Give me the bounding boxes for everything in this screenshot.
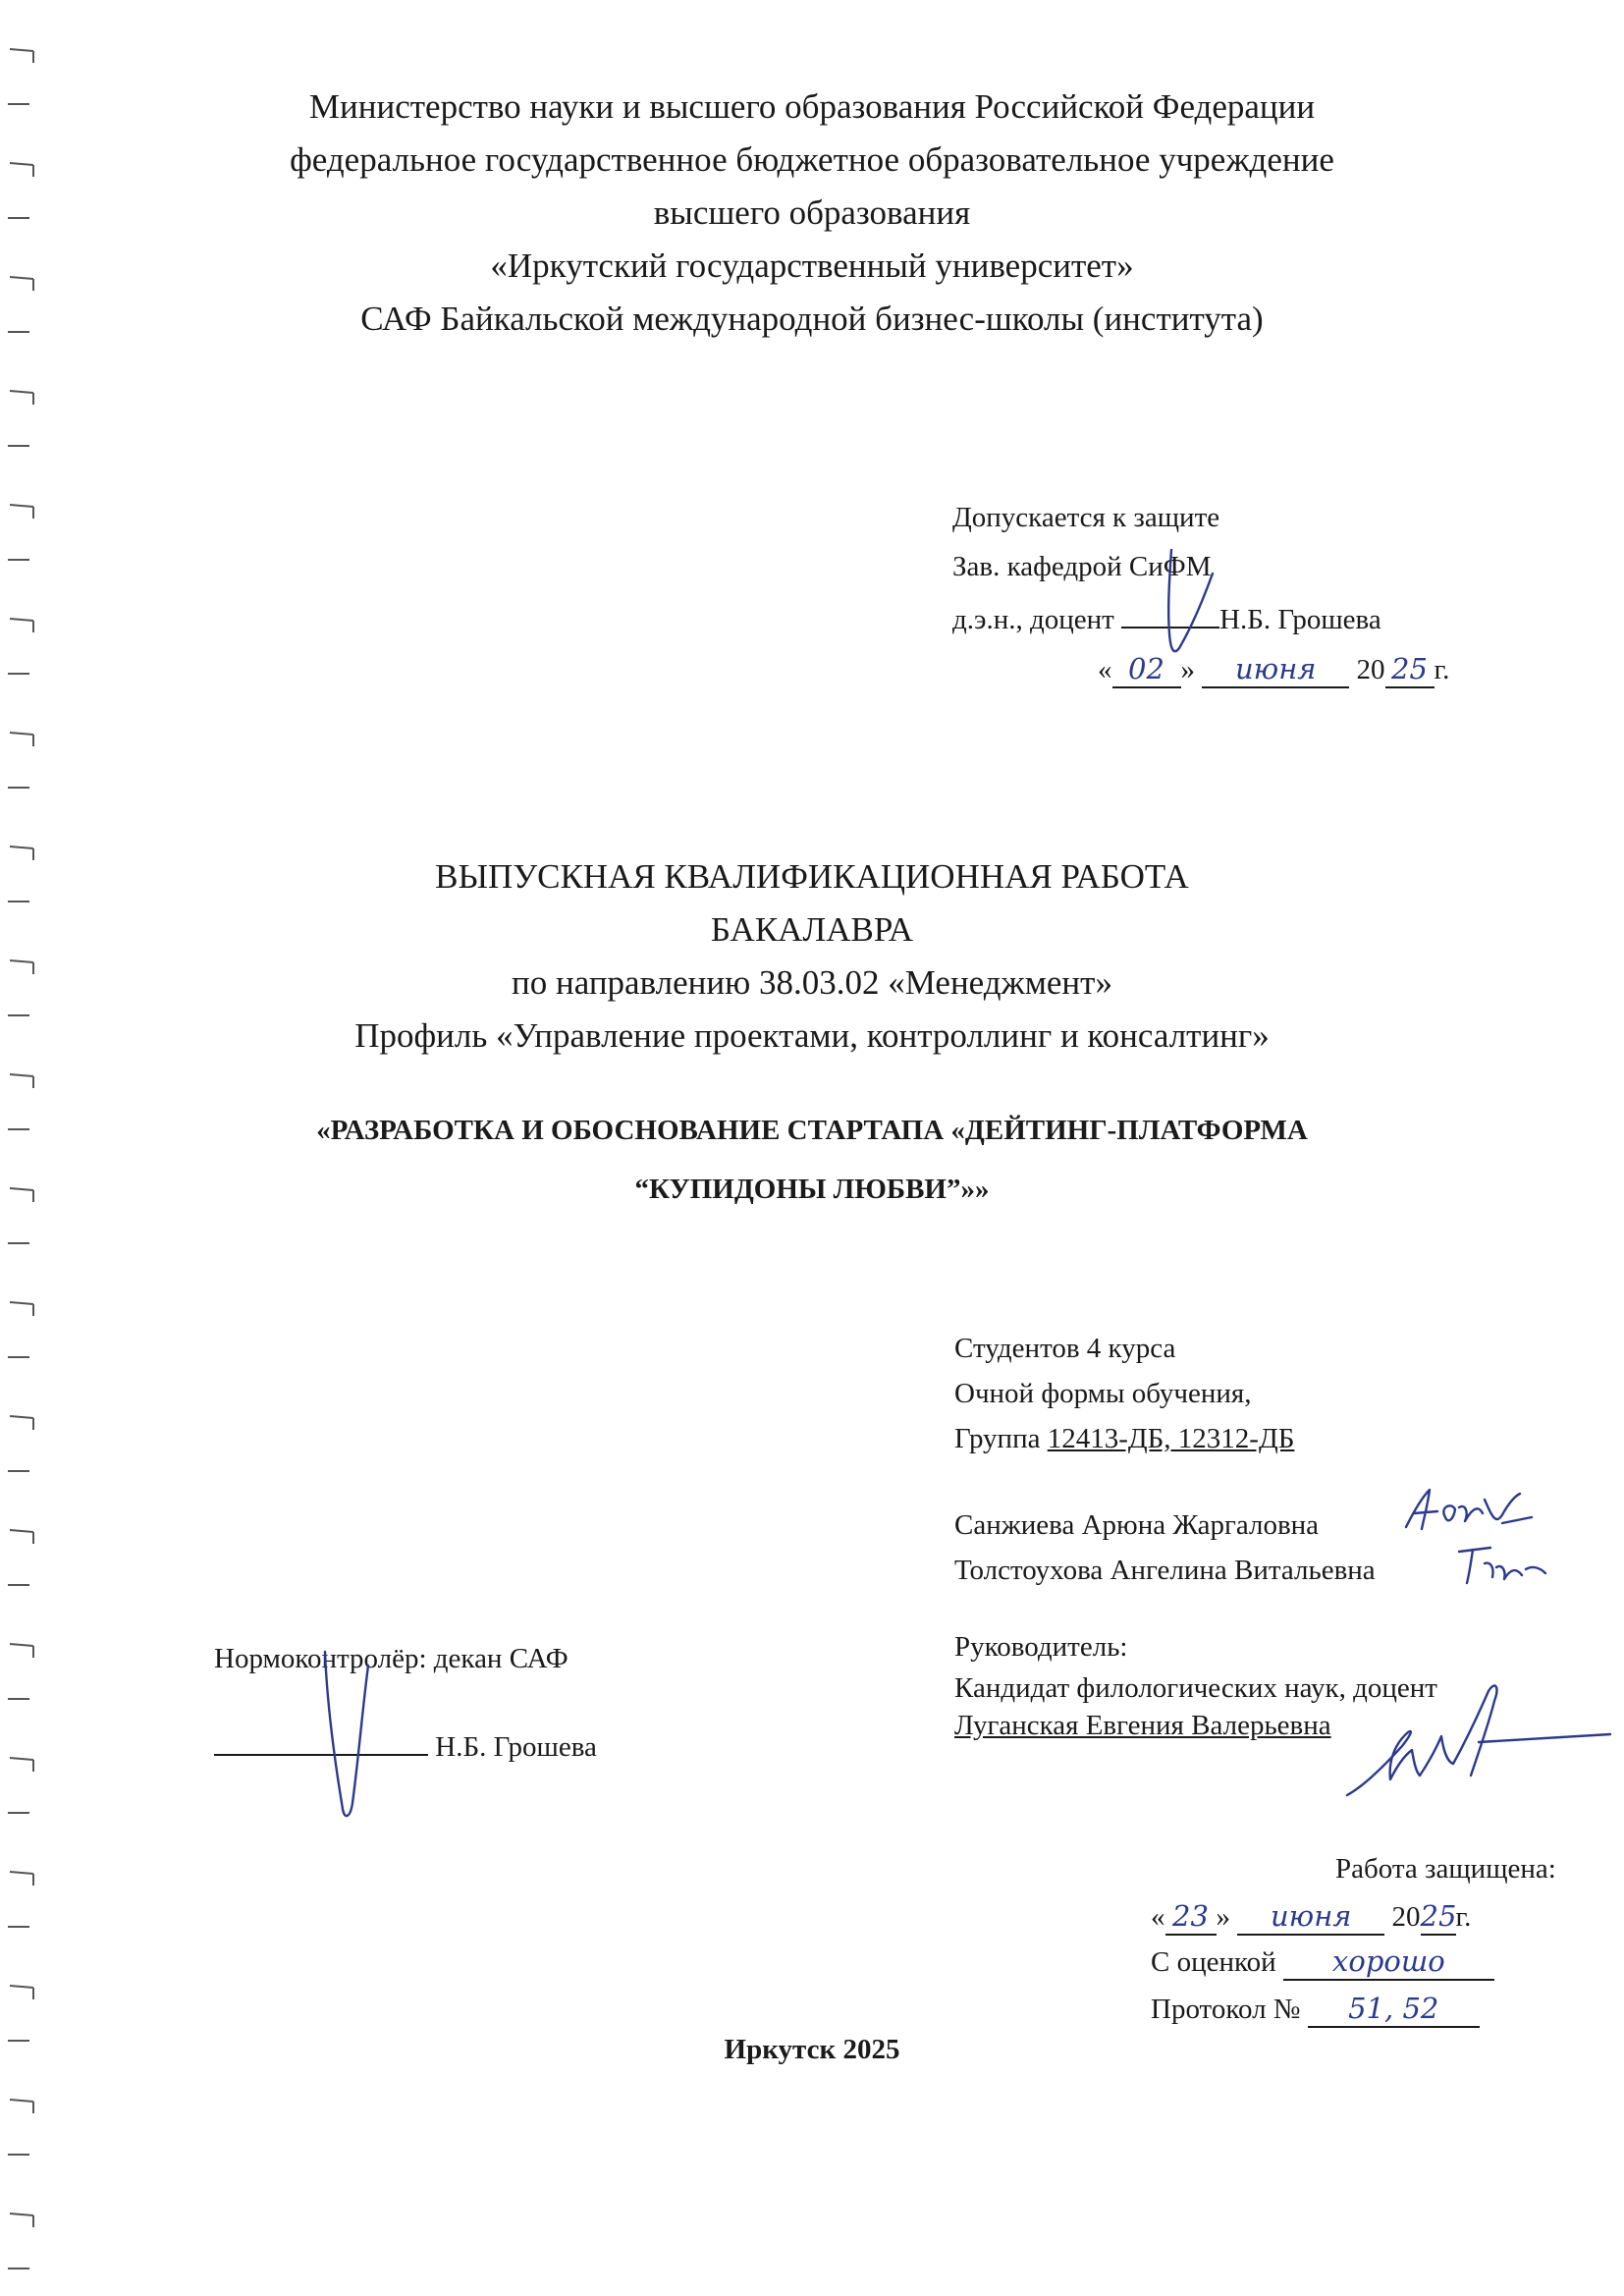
supervisor-label: Руководитель: — [954, 1631, 1128, 1663]
student-1: Санжиева Арюна Жаргаловна — [954, 1509, 1320, 1541]
normcontroller-label: Нормоконтролёр: декан САФ — [214, 1643, 568, 1674]
students-group — [954, 1422, 1294, 1456]
quote-close: » — [1180, 654, 1195, 685]
quote-close: » — [1216, 1901, 1230, 1933]
group-value: 12413-ДБ, 12312-ДБ — [1047, 1423, 1295, 1454]
supervisor-signature — [1345, 1677, 1620, 1805]
defense-label: Работа защищена: — [1335, 1853, 1556, 1885]
work-type: ВЫПУСКНАЯ КВАЛИФИКАЦИОННАЯ РАБОТА — [435, 857, 1189, 896]
thesis-topic-line1: «РАЗРАБОТКА И ОБОСНОВАНИЕ СТАРТАПА «ДЕЙТИНГ-ПЛАТФОРМА — [316, 1115, 1308, 1146]
university-name: «Иркутский государственный университет» — [490, 246, 1134, 285]
supervisor-position: Кандидат филологических наук, доцент — [954, 1672, 1437, 1704]
year-end: г. — [1455, 1901, 1472, 1933]
approval-label: Допускается к защите — [952, 502, 1220, 533]
approval-day: 02 — [1112, 652, 1181, 688]
thesis-topic-line2: “КУПИДОНЫ ЛЮБВИ”»» — [634, 1174, 990, 1205]
defense-day: 23 — [1165, 1899, 1217, 1936]
student-1-signature — [1394, 1478, 1561, 1547]
study-profile: Профиль «Управление проектами, контроллинг и консалтинг» — [354, 1016, 1270, 1055]
approval-month: июня — [1202, 652, 1349, 688]
defense-grade — [1151, 1944, 1494, 1981]
defense-year: 25 — [1421, 1899, 1456, 1936]
approval-date — [1098, 652, 1449, 688]
approval-degree: д.э.н., доцент — [952, 604, 1114, 635]
student-2-signature — [1451, 1542, 1559, 1591]
education-level-line: высшего образования — [653, 193, 971, 232]
institution-type-line: федеральное государственное бюджетное образовательное учреждение — [290, 140, 1334, 179]
quote-open: « — [1098, 654, 1112, 685]
faculty-name: САФ Байкальской международной бизнес-школы (института) — [360, 300, 1264, 338]
year-prefix: 20 — [1391, 1901, 1421, 1933]
students-course: Студентов 4 курса — [954, 1333, 1176, 1364]
study-direction: по направлению 38.03.02 «Менеджмент» — [512, 963, 1112, 1002]
students-form: Очной формы обучения, — [954, 1378, 1252, 1409]
defense-month: июня — [1237, 1899, 1384, 1936]
defense-protocol — [1151, 1992, 1480, 2028]
group-label: Группа — [954, 1423, 1041, 1454]
approval-department: Зав. кафедрой СиФМ — [952, 551, 1212, 582]
normcontroller-name: Н.Б. Грошева — [435, 1731, 597, 1763]
binding-marks — [0, 0, 49, 2296]
grade-value: хорошо — [1283, 1944, 1494, 1981]
normcontroller-signatory — [214, 1728, 597, 1765]
normcontroller-signature — [319, 1642, 378, 1829]
year-end: г. — [1434, 654, 1450, 685]
supervisor-name: Луганская Евгения Валерьевна — [954, 1710, 1331, 1741]
city-year: Иркутск 2025 — [724, 2034, 900, 2065]
protocol-label: Протокол № — [1151, 1994, 1301, 2025]
degree-level: БАКАЛАВРА — [710, 910, 914, 949]
approval-name: Н.Б. Грошева — [1219, 604, 1381, 635]
approval-year: 25 — [1385, 652, 1435, 688]
protocol-value: 51, 52 — [1308, 1992, 1480, 2028]
head-of-department-signature — [1154, 530, 1232, 687]
quote-open: « — [1151, 1901, 1165, 1933]
student-2: Толстоухова Ангелина Витальевна — [954, 1555, 1376, 1586]
defense-date — [1151, 1899, 1471, 1936]
year-prefix: 20 — [1356, 654, 1385, 685]
ministry-line: Министерство науки и высшего образования Российской Федерации — [308, 87, 1316, 126]
grade-label: С оценкой — [1151, 1946, 1276, 1978]
